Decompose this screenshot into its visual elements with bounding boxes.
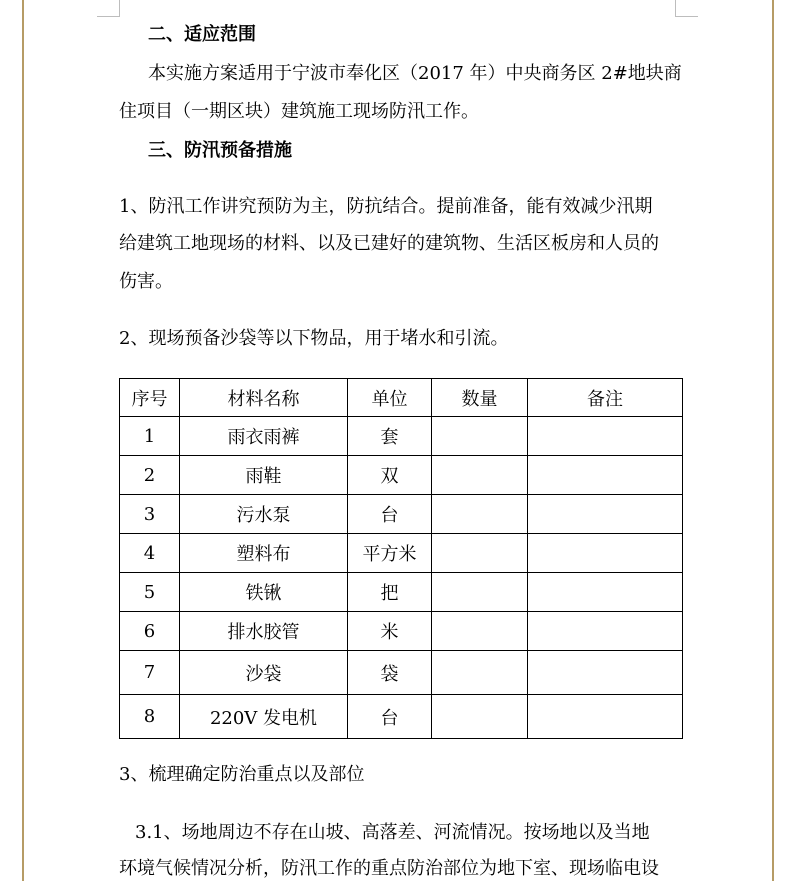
cell-qty	[432, 534, 528, 573]
materials-table	[119, 378, 683, 739]
header-cell-name: 材料名称	[180, 379, 348, 417]
cell-unit: 袋	[348, 651, 432, 695]
cell-unit: 把	[348, 573, 432, 612]
cell-unit: 台	[348, 695, 432, 739]
item-3-1-line-2: 环境气候情况分析，防汛工作的重点防治部位为地下室、现场临电设	[119, 858, 659, 879]
cell-qty	[432, 417, 528, 456]
cell-unit: 套	[348, 417, 432, 456]
cell-no: 4	[120, 534, 180, 573]
table-row	[120, 573, 683, 612]
cell-note	[528, 495, 683, 534]
header-cell-note: 备注	[528, 379, 683, 417]
margin-corner-mark-left	[97, 0, 120, 17]
margin-corner-mark-right	[675, 0, 698, 17]
cell-name: 雨衣雨裤	[180, 417, 348, 456]
table-row	[120, 651, 683, 695]
header-cell-unit: 单位	[348, 379, 432, 417]
cell-qty	[432, 573, 528, 612]
table-row	[120, 417, 683, 456]
table-row	[120, 456, 683, 495]
cell-no: 8	[120, 695, 180, 739]
section-heading-scope: 二、适应范围	[148, 24, 256, 45]
item-3: 3、梳理确定防治重点以及部位	[119, 764, 365, 785]
cell-name: 排水胶管	[180, 612, 348, 651]
cell-qty	[432, 456, 528, 495]
cell-unit: 台	[348, 495, 432, 534]
cell-unit: 米	[348, 612, 432, 651]
cell-qty	[432, 495, 528, 534]
cell-name: 塑料布	[180, 534, 348, 573]
cell-name: 220V 发电机	[180, 695, 348, 739]
item-2: 2、现场预备沙袋等以下物品，用于堵水和引流。	[119, 328, 509, 349]
cell-name: 雨鞋	[180, 456, 348, 495]
page-border-right	[772, 0, 774, 881]
cell-note	[528, 456, 683, 495]
cell-name: 铁锹	[180, 573, 348, 612]
cell-unit: 双	[348, 456, 432, 495]
cell-no: 3	[120, 495, 180, 534]
cell-name: 污水泵	[180, 495, 348, 534]
cell-note	[528, 651, 683, 695]
header-cell-qty: 数量	[432, 379, 528, 417]
paragraph-scope-line-2: 住项目（一期区块）建筑施工现场防汛工作。	[119, 101, 479, 122]
cell-note	[528, 612, 683, 651]
table-row	[120, 495, 683, 534]
item-1-line-2: 给建筑工地现场的材料、以及已建好的建筑物、生活区板房和人员的	[119, 233, 659, 254]
section-heading-measures: 三、防汛预备措施	[148, 140, 292, 161]
table-row	[120, 695, 683, 739]
item-3-1-line-1: 3.1、场地周边不存在山坡、高落差、河流情况。按场地以及当地	[135, 822, 650, 843]
cell-note	[528, 695, 683, 739]
cell-qty	[432, 695, 528, 739]
table-row	[120, 534, 683, 573]
cell-name: 沙袋	[180, 651, 348, 695]
cell-no: 5	[120, 573, 180, 612]
page-border-left	[22, 0, 24, 881]
cell-note	[528, 417, 683, 456]
cell-no: 2	[120, 456, 180, 495]
cell-note	[528, 534, 683, 573]
cell-no: 1	[120, 417, 180, 456]
cell-note	[528, 573, 683, 612]
header-cell-no: 序号	[120, 379, 180, 417]
cell-no: 7	[120, 651, 180, 695]
cell-qty	[432, 612, 528, 651]
cell-unit: 平方米	[348, 534, 432, 573]
table-header-row	[120, 379, 683, 417]
cell-qty	[432, 651, 528, 695]
item-1-line-1: 1、防汛工作讲究预防为主，防抗结合。提前准备，能有效减少汛期	[119, 196, 653, 217]
cell-no: 6	[120, 612, 180, 651]
table-row	[120, 612, 683, 651]
item-1-line-3: 伤害。	[119, 271, 173, 292]
paragraph-scope-line-1: 本实施方案适用于宁波市奉化区（2017 年）中央商务区 2#地块商	[148, 63, 682, 84]
